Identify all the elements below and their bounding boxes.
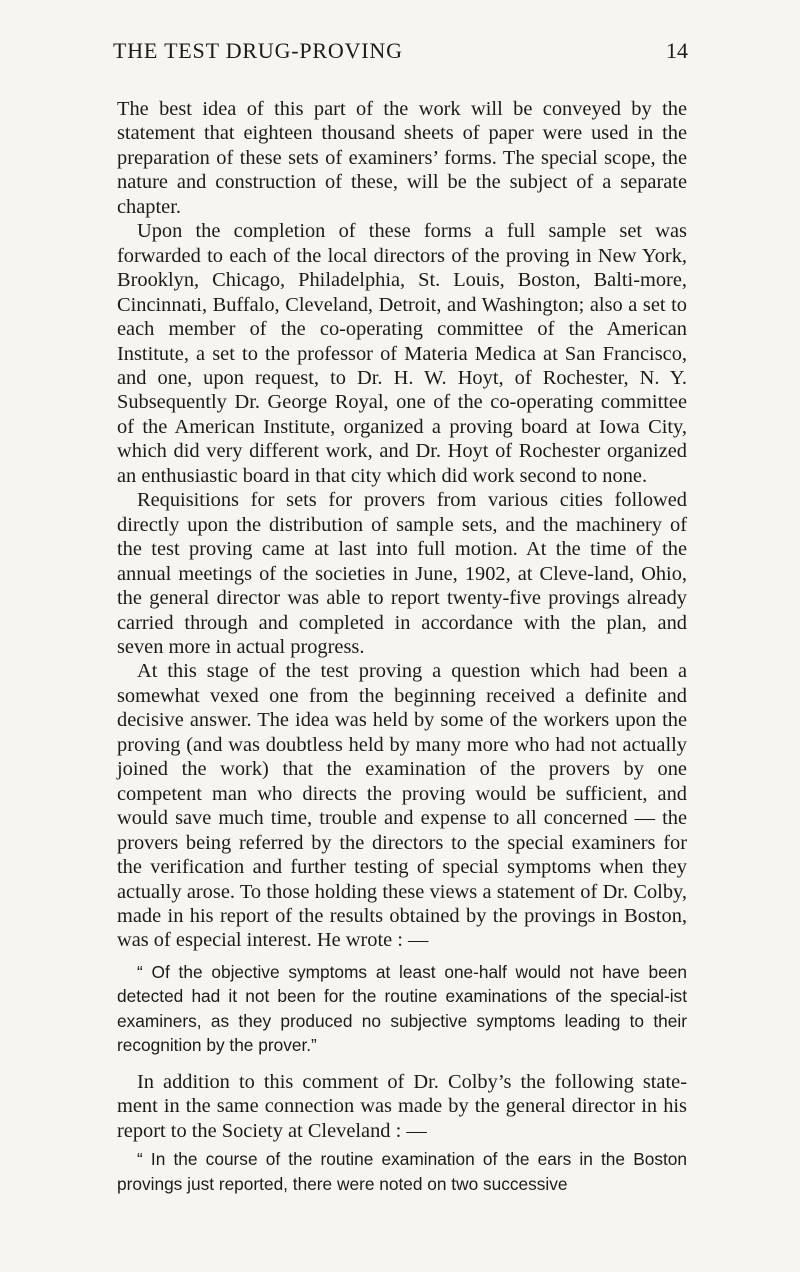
paragraph-requisitions: Requisitions for sets for provers from various cities followed directly upon the distribution of sample sets, and the machinery of the test proving came at last into full motion. At the time of the annual meetings of the societies in June, 1902, at Cleve-land, Ohio, the general director was able to report twenty-five provings already carried through and completed in accordance with the plan, and seven more in actual progress.	[117, 489, 687, 658]
paragraph-examiners-forms: The best idea of this part of the work will be conveyed by the statement that eighteen thousand sheets of paper were used in the preparation of these sets of examiners’ forms. The special scope, the nature and construction of these, will be the subject of a separate chapter.	[117, 98, 687, 218]
quote-colby: “ Of the objective symptoms at least one-half would not have been detected had it not been for the routine examinations of the special-ist examiners, as they produced no subjective symptoms leading to their recognition by the prover.”	[117, 961, 687, 1056]
paragraph-after-quote: In addition to this comment of Dr. Colby’s the following state-ment in the same connection was made by the general director in his report to the Society at Cleveland : —	[117, 1070, 687, 1142]
main-text	[117, 97, 687, 1196]
page-number: 14	[666, 38, 688, 63]
running-head	[113, 38, 688, 68]
running-title: THE TEST DRUG-PROVING	[113, 38, 403, 63]
quote-ear-examination: “ In the course of the routine examination of the ears in the Boston provings just reported, there were noted on two successive	[117, 1149, 687, 1194]
paragraph-test-question: At this stage of the test proving a question which had been a somewhat vexed one from the beginning received a definite and decisive answer. The idea was held by some of the workers upon the proving (and was doubtless held by many more who had not actually joined the work) that the examination of the provers by one competent man who directs the proving would be sufficient, and would save much time, trouble and expense to all concerned — the provers being referred by the directors to the special examiners for the verification and further testing of special symptoms when they actually arose. To those holding these views a statement of Dr. Colby, made in his report of the results obtained by the provings in Boston, was of especial interest. He wrote : —	[117, 660, 687, 952]
paragraph-sample-sets: Upon the completion of these forms a full sample set was forwarded to each of the local directors of the proving in New York, Brooklyn, Chicago, Philadelphia, St. Louis, Boston, Balti-more, Cincinnati, Buffalo, Cleveland, Detroit, and Washington; also a set to each member of the co-operating committee of the American Institute, a set to the professor of Materia Medica at San Francisco, and one, upon request, to Dr. H. W. Hoyt, of Rochester, N. Y. Subsequently Dr. George Royal, one of the co-operating committee of the American Institute, organized a proving board at Iowa City, which did very different work, and Dr. Hoyt of Rochester organized an enthusiastic board in that city which did work second to none.	[117, 220, 687, 487]
